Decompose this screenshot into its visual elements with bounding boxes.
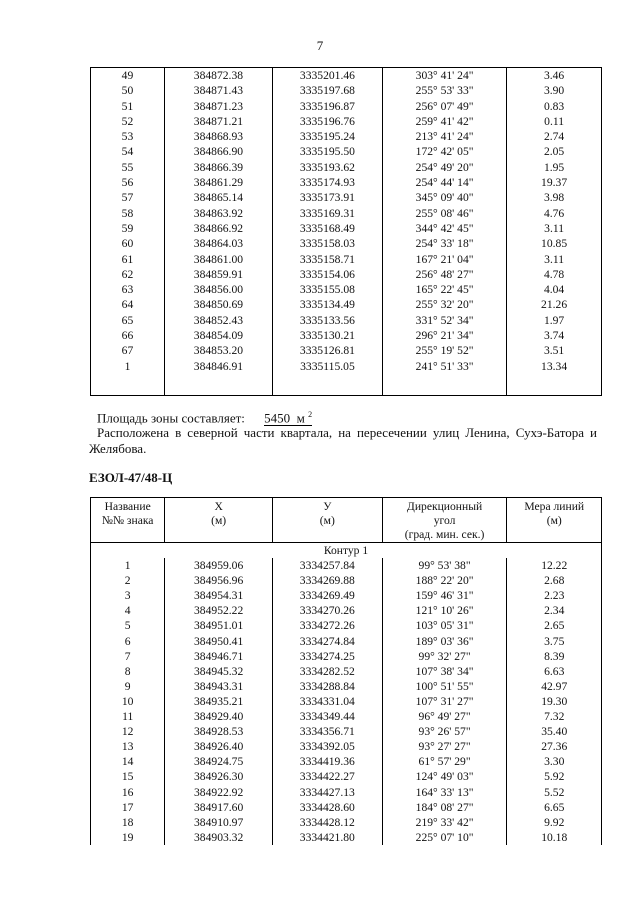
line-length-cell: 6.65 (507, 800, 602, 815)
sign-number-cell: 6 (91, 634, 165, 649)
line-length-cell: 12.22 (507, 558, 602, 573)
y-cell: 3335195.50 (272, 144, 382, 159)
contour-row (91, 543, 602, 559)
x-cell: 384943.31 (165, 679, 273, 694)
line-length-cell: 2.65 (507, 618, 602, 633)
y-cell: 3334272.26 (272, 618, 382, 633)
direction-angle-cell: 103° 05' 31" (382, 618, 507, 633)
line-length-cell: 6.63 (507, 664, 602, 679)
table-row (91, 634, 602, 649)
y-cell: 3335154.06 (272, 267, 382, 282)
table-row (91, 679, 602, 694)
direction-angle-cell: 100° 51' 55" (382, 679, 507, 694)
direction-angle-cell: 213° 41' 24" (382, 129, 506, 144)
sign-number-cell: 14 (91, 754, 165, 769)
y-cell: 3335168.49 (272, 221, 382, 236)
direction-angle-cell: 172° 42' 05" (382, 144, 506, 159)
empty-cell (164, 374, 272, 396)
x-cell: 384910.97 (165, 815, 273, 830)
y-cell: 3334349.44 (272, 709, 382, 724)
contour-label: Контур 1 (91, 543, 602, 559)
x-cell: 384872.38 (164, 68, 272, 84)
x-cell: 384951.01 (165, 618, 273, 633)
sign-number-cell: 52 (91, 114, 165, 129)
x-cell: 384917.60 (165, 800, 273, 815)
direction-angle-cell: 296° 21' 34" (382, 328, 506, 343)
x-cell: 384926.30 (165, 769, 273, 784)
direction-angle-cell: 219° 33' 42" (382, 815, 507, 830)
direction-angle-cell: 254° 49' 20" (382, 160, 506, 175)
line-length-cell: 3.98 (507, 190, 602, 205)
sign-number-cell: 55 (91, 160, 165, 175)
coordinates-table (90, 497, 602, 845)
sign-number-cell: 19 (91, 830, 165, 845)
direction-angle-cell: 107° 31' 27" (382, 694, 507, 709)
sign-number-cell: 50 (91, 83, 165, 98)
line-length-cell: 0.11 (507, 114, 602, 129)
line-length-cell: 5.92 (507, 769, 602, 784)
direction-angle-cell: 93° 27' 27" (382, 739, 507, 754)
table-row (91, 313, 602, 328)
direction-angle-cell: 255° 32' 20" (382, 297, 506, 312)
sign-number-cell: 13 (91, 739, 165, 754)
table-row (91, 68, 602, 84)
sign-number-cell: 67 (91, 343, 165, 358)
y-cell: 3334428.60 (272, 800, 382, 815)
x-cell: 384866.92 (164, 221, 272, 236)
y-cell: 3335197.68 (272, 83, 382, 98)
direction-angle-cell: 255° 08' 46" (382, 206, 506, 221)
y-cell: 3335133.56 (272, 313, 382, 328)
x-cell: 384871.43 (164, 83, 272, 98)
direction-angle-cell: 303° 41' 24" (382, 68, 506, 84)
table-row (91, 99, 602, 114)
table-row (91, 739, 602, 754)
line-length-cell: 19.37 (507, 175, 602, 190)
table-row (91, 328, 602, 343)
table-header-row (91, 498, 602, 543)
sign-number-cell: 2 (91, 573, 165, 588)
line-length-cell: 4.76 (507, 206, 602, 221)
x-cell: 384846.91 (164, 359, 272, 374)
header-direction-angle: Дирекционный угол (град. мин. сек.) (382, 498, 507, 543)
x-cell: 384954.31 (165, 588, 273, 603)
y-cell: 3334257.84 (272, 558, 382, 573)
x-cell: 384852.43 (164, 313, 272, 328)
x-cell: 384864.03 (164, 236, 272, 251)
y-cell: 3334419.36 (272, 754, 382, 769)
line-length-cell: 10.85 (507, 236, 602, 251)
empty-row (91, 374, 602, 396)
direction-angle-cell: 164° 33' 13" (382, 785, 507, 800)
sign-number-cell: 54 (91, 144, 165, 159)
y-cell: 3334274.84 (272, 634, 382, 649)
direction-angle-cell: 167° 21' 04" (382, 252, 506, 267)
x-cell: 384868.93 (164, 129, 272, 144)
y-cell: 3335134.49 (272, 297, 382, 312)
table-row (91, 129, 602, 144)
x-cell: 384950.41 (165, 634, 273, 649)
page-number: 7 (316, 38, 324, 53)
direction-angle-cell: 344° 42' 45" (382, 221, 506, 236)
sign-number-cell: 4 (91, 603, 165, 618)
sign-number-cell: 60 (91, 236, 165, 251)
line-length-cell: 2.34 (507, 603, 602, 618)
sign-number-cell: 58 (91, 206, 165, 221)
direction-angle-cell: 124° 49' 03" (382, 769, 507, 784)
y-cell: 3335126.81 (272, 343, 382, 358)
sign-number-cell: 15 (91, 769, 165, 784)
header-y: У (м) (272, 498, 382, 543)
sign-number-cell: 1 (91, 359, 165, 374)
x-cell: 384922.92 (165, 785, 273, 800)
table-row (91, 815, 602, 830)
line-length-cell: 35.40 (507, 724, 602, 739)
table-row (91, 190, 602, 205)
line-length-cell: 3.74 (507, 328, 602, 343)
x-cell: 384929.40 (165, 709, 273, 724)
y-cell: 3335115.05 (272, 359, 382, 374)
zone-area-line (97, 408, 312, 426)
direction-angle-cell: 254° 44' 14" (382, 175, 506, 190)
sign-number-cell: 63 (91, 282, 165, 297)
line-length-cell: 13.34 (507, 359, 602, 374)
x-cell: 384959.06 (165, 558, 273, 573)
direction-angle-cell: 345° 09' 40" (382, 190, 506, 205)
sign-number-cell: 10 (91, 694, 165, 709)
y-cell: 3334282.52 (272, 664, 382, 679)
y-cell: 3334270.26 (272, 603, 382, 618)
header-x: X (м) (165, 498, 273, 543)
line-length-cell: 8.39 (507, 649, 602, 664)
zone-location-text: Расположена в северной части квартала, на пересечении улиц Ленина, Сухэ-Батора и Желябова. (89, 425, 597, 456)
empty-cell (272, 374, 382, 396)
line-length-cell: 3.46 (507, 68, 602, 84)
line-length-cell: 4.04 (507, 282, 602, 297)
line-length-cell: 3.11 (507, 221, 602, 236)
y-cell: 3334356.71 (272, 724, 382, 739)
line-length-cell: 3.51 (507, 343, 602, 358)
sign-number-cell: 64 (91, 297, 165, 312)
direction-angle-cell: 99° 32' 27" (382, 649, 507, 664)
y-cell: 3334288.84 (272, 679, 382, 694)
line-length-cell: 2.23 (507, 588, 602, 603)
table-row (91, 83, 602, 98)
x-cell: 384871.23 (164, 99, 272, 114)
x-cell: 384946.71 (165, 649, 273, 664)
x-cell: 384903.32 (165, 830, 273, 845)
sign-number-cell: 8 (91, 664, 165, 679)
zone-area-label: Площадь зоны составляет: (97, 410, 245, 426)
line-length-cell: 3.30 (507, 754, 602, 769)
line-length-cell: 42.97 (507, 679, 602, 694)
x-cell: 384850.69 (164, 297, 272, 312)
y-cell: 3335196.76 (272, 114, 382, 129)
y-cell: 3335193.62 (272, 160, 382, 175)
table-row (91, 709, 602, 724)
line-length-cell: 2.05 (507, 144, 602, 159)
sign-number-cell: 5 (91, 618, 165, 633)
direction-angle-cell: 189° 03' 36" (382, 634, 507, 649)
line-length-cell: 5.52 (507, 785, 602, 800)
table-row (91, 754, 602, 769)
x-cell: 384865.14 (164, 190, 272, 205)
zone-title: ЕЗОЛ-47/48-Ц (89, 470, 173, 485)
y-cell: 3335169.31 (272, 206, 382, 221)
sign-number-cell: 56 (91, 175, 165, 190)
sign-number-cell: 49 (91, 68, 165, 84)
table-row (91, 649, 602, 664)
table-row (91, 769, 602, 784)
sign-number-cell: 3 (91, 588, 165, 603)
line-length-cell: 3.75 (507, 634, 602, 649)
line-length-cell: 0.83 (507, 99, 602, 114)
table-row (91, 618, 602, 633)
x-cell: 384863.92 (164, 206, 272, 221)
x-cell: 384859.91 (164, 267, 272, 282)
sign-number-cell: 9 (91, 679, 165, 694)
x-cell: 384871.21 (164, 114, 272, 129)
table-row (91, 664, 602, 679)
line-length-cell: 2.68 (507, 573, 602, 588)
y-cell: 3334269.88 (272, 573, 382, 588)
line-length-cell: 27.36 (507, 739, 602, 754)
x-cell: 384853.20 (164, 343, 272, 358)
table-row (91, 588, 602, 603)
table-row (91, 114, 602, 129)
y-cell: 3335158.71 (272, 252, 382, 267)
direction-angle-cell: 241° 51' 33" (382, 359, 506, 374)
x-cell: 384926.40 (165, 739, 273, 754)
table-row (91, 830, 602, 845)
table-row (91, 785, 602, 800)
table-row (91, 267, 602, 282)
y-cell: 3335201.46 (272, 68, 382, 84)
line-length-cell: 3.11 (507, 252, 602, 267)
sign-number-cell: 16 (91, 785, 165, 800)
sign-number-cell: 17 (91, 800, 165, 815)
x-cell: 384952.22 (165, 603, 273, 618)
sign-number-cell: 62 (91, 267, 165, 282)
sign-number-cell: 61 (91, 252, 165, 267)
y-cell: 3334421.80 (272, 830, 382, 845)
line-length-cell: 3.90 (507, 83, 602, 98)
y-cell: 3335196.87 (272, 99, 382, 114)
x-cell: 384856.00 (164, 282, 272, 297)
y-cell: 3335158.03 (272, 236, 382, 251)
table-row (91, 573, 602, 588)
line-length-cell: 7.32 (507, 709, 602, 724)
table-row (91, 175, 602, 190)
table-row (91, 343, 602, 358)
direction-angle-cell: 256° 07' 49" (382, 99, 506, 114)
line-length-cell: 10.18 (507, 830, 602, 845)
sign-number-cell: 53 (91, 129, 165, 144)
table-row (91, 558, 602, 573)
table-row (91, 359, 602, 374)
table-row (91, 206, 602, 221)
x-cell: 384866.39 (164, 160, 272, 175)
direction-angle-cell: 331° 52' 34" (382, 313, 506, 328)
sign-number-cell: 7 (91, 649, 165, 664)
line-length-cell: 9.92 (507, 815, 602, 830)
direction-angle-cell: 107° 38' 34" (382, 664, 507, 679)
x-cell: 384924.75 (165, 754, 273, 769)
coordinates-table-continued (90, 67, 602, 396)
empty-cell (91, 374, 165, 396)
y-cell: 3334269.49 (272, 588, 382, 603)
table-row (91, 144, 602, 159)
y-cell: 3334274.25 (272, 649, 382, 664)
direction-angle-cell: 225° 07' 10" (382, 830, 507, 845)
direction-angle-cell: 61° 57' 29" (382, 754, 507, 769)
sign-number-cell: 51 (91, 99, 165, 114)
direction-angle-cell: 121° 10' 26" (382, 603, 507, 618)
table-row (91, 724, 602, 739)
zone-area-value: 5450 м $^2$ (264, 410, 313, 426)
direction-angle-cell: 255° 19' 52" (382, 343, 506, 358)
table-row (91, 236, 602, 251)
direction-angle-cell: 184° 08' 27" (382, 800, 507, 815)
table-row (91, 603, 602, 618)
table-row (91, 297, 602, 312)
direction-angle-cell: 256° 48' 27" (382, 267, 506, 282)
direction-angle-cell: 165° 22' 45" (382, 282, 506, 297)
table-row (91, 800, 602, 815)
x-cell: 384854.09 (164, 328, 272, 343)
table-row (91, 252, 602, 267)
x-cell: 384861.29 (164, 175, 272, 190)
x-cell: 384935.21 (165, 694, 273, 709)
table-row (91, 160, 602, 175)
y-cell: 3334428.12 (272, 815, 382, 830)
sign-number-cell: 59 (91, 221, 165, 236)
sign-number-cell: 12 (91, 724, 165, 739)
header-line-length: Мера линий (м) (507, 498, 602, 543)
line-length-cell: 19.30 (507, 694, 602, 709)
header-sign-name: Название №№ знака (91, 498, 165, 543)
y-cell: 3335155.08 (272, 282, 382, 297)
y-cell: 3334422.27 (272, 769, 382, 784)
direction-angle-cell: 254° 33' 18" (382, 236, 506, 251)
sign-number-cell: 1 (91, 558, 165, 573)
sign-number-cell: 65 (91, 313, 165, 328)
x-cell: 384956.96 (165, 573, 273, 588)
empty-cell (507, 374, 602, 396)
line-length-cell: 2.74 (507, 129, 602, 144)
x-cell: 384928.53 (165, 724, 273, 739)
y-cell: 3335174.93 (272, 175, 382, 190)
y-cell: 3334331.04 (272, 694, 382, 709)
sign-number-cell: 11 (91, 709, 165, 724)
y-cell: 3334392.05 (272, 739, 382, 754)
table-row (91, 282, 602, 297)
direction-angle-cell: 188° 22' 20" (382, 573, 507, 588)
table-row (91, 221, 602, 236)
direction-angle-cell: 93° 26' 57" (382, 724, 507, 739)
y-cell: 3334427.13 (272, 785, 382, 800)
direction-angle-cell: 99° 53' 38" (382, 558, 507, 573)
empty-cell (382, 374, 506, 396)
sign-number-cell: 57 (91, 190, 165, 205)
x-cell: 384945.32 (165, 664, 273, 679)
y-cell: 3335130.21 (272, 328, 382, 343)
sign-number-cell: 66 (91, 328, 165, 343)
direction-angle-cell: 159° 46' 31" (382, 588, 507, 603)
line-length-cell: 1.97 (507, 313, 602, 328)
line-length-cell: 1.95 (507, 160, 602, 175)
sign-number-cell: 18 (91, 815, 165, 830)
x-cell: 384866.90 (164, 144, 272, 159)
direction-angle-cell: 96° 49' 27" (382, 709, 507, 724)
y-cell: 3335195.24 (272, 129, 382, 144)
y-cell: 3335173.91 (272, 190, 382, 205)
direction-angle-cell: 255° 53' 33" (382, 83, 506, 98)
direction-angle-cell: 259° 41' 42" (382, 114, 506, 129)
line-length-cell: 4.78 (507, 267, 602, 282)
line-length-cell: 21.26 (507, 297, 602, 312)
table-row (91, 694, 602, 709)
x-cell: 384861.00 (164, 252, 272, 267)
